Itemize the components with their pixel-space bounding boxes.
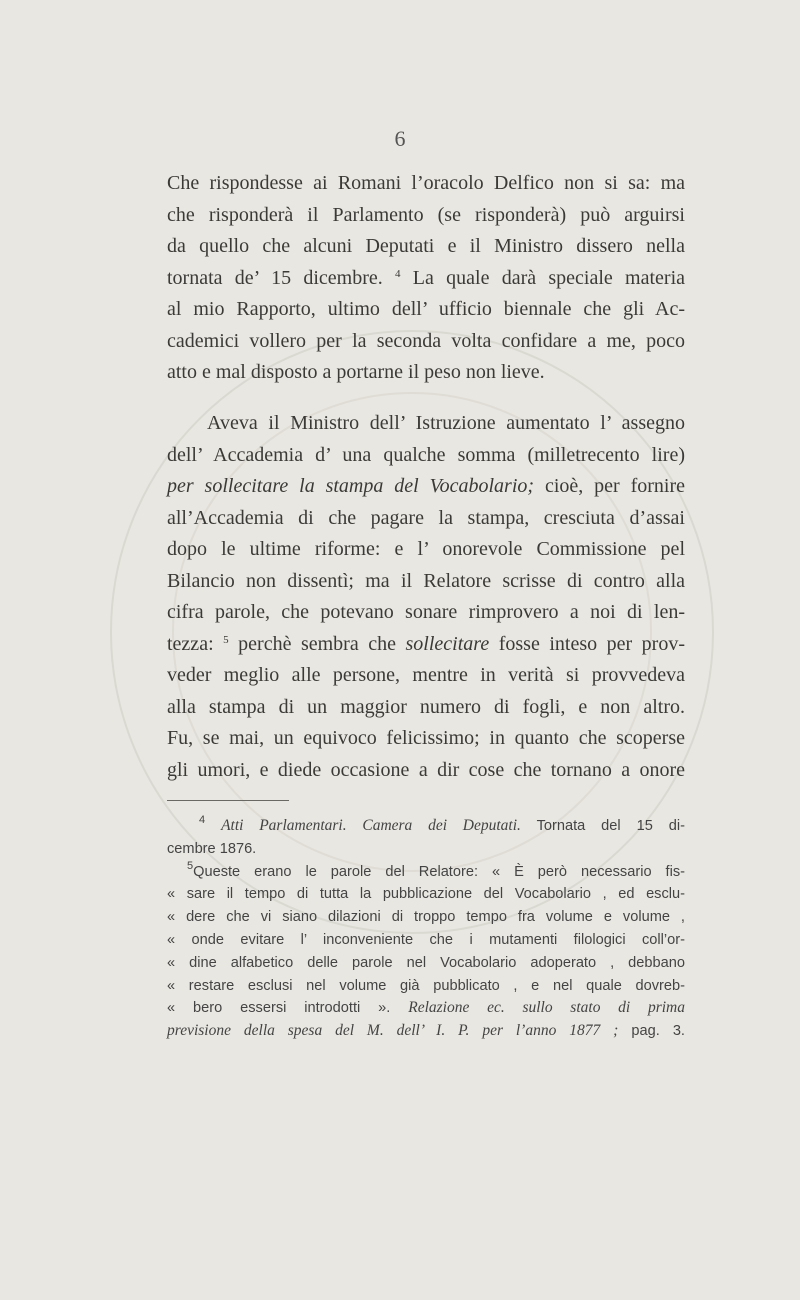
text-line: Fu, se mai, un equivoco felicissimo; in quanto che scoperse	[167, 727, 685, 749]
footnote-divider	[167, 800, 289, 801]
text-line: Bilancio non dissentì; ma il Relatore scrisse di contro alla	[167, 569, 685, 592]
text-line: che risponderà il Parlamento (se risponderà) può arguirsi	[167, 203, 685, 226]
italic-segment: Atti Parlamentari. Camera dei Deputati.	[221, 817, 521, 834]
text-line: atto e mal disposto a portarne il peso non lieve.	[167, 361, 545, 383]
text-segment: perchè sembra che	[238, 632, 396, 655]
text-line: all’Accademia di che pagare la stampa, cresciuta d’assai	[167, 506, 685, 529]
text-line: al mio Rapporto, ultimo dell’ ufficio biennale che gli Ac-	[167, 298, 685, 320]
text-line: gli umori, e diede occasione a dir cose che tornano a onore	[167, 758, 685, 781]
text-line: dell’ Accademia d’ una qualche somma (milletrecento lire)	[167, 443, 685, 466]
footnote-5-line	[167, 997, 685, 1020]
text-line: Che rispondesse ai Romani l’oracolo Delfico non si sa: ma	[167, 172, 685, 194]
text-segment: fosse inteso per prov-	[498, 632, 685, 655]
paragraph-2	[167, 408, 685, 786]
footnote-5-line	[167, 1020, 685, 1043]
text-line	[167, 263, 685, 295]
text-segment: pag. 3.	[631, 1023, 685, 1040]
text-segment: cioè, per fornire	[544, 475, 685, 497]
text-segment: « bero essersi introdotti ».	[167, 1000, 391, 1017]
text-segment: Aveva il Ministro dell’ Istruzione aumentato l’ assegno	[207, 412, 685, 434]
footnote-ref: 5	[223, 633, 229, 646]
paragraph-1	[167, 168, 685, 389]
page-number: 6	[394, 126, 406, 151]
italic-segment: per sollecitare la stampa del Vocabolario;	[167, 475, 535, 497]
text-line: cifra parole, che potevano sonare rimprovero a noi di len-	[167, 601, 685, 623]
footnote-5-line: « dere che vi siano dilazioni di troppo tempo fra volume e volume ,	[167, 909, 685, 926]
italic-segment: Relazione ec. sullo stato di prima	[408, 999, 685, 1017]
footnote-5-line	[167, 861, 685, 884]
text-line: dopo le ultime riforme: e l’ onorevole Commissione pel	[167, 538, 685, 560]
text-line: alla stampa di un maggior numero di fogli, e non altro.	[167, 695, 685, 718]
text-line: cademici vollero per la seconda volta confidare a me, poco	[167, 329, 685, 352]
text-segment: Queste erano le parole del Relatore: « È però necessario fis-	[193, 863, 685, 880]
text-segment: La quale darà speciale materia	[412, 266, 686, 289]
text-line: da quello che alcuni Deputati e il Ministro dissero nella	[167, 235, 685, 257]
footnote-4-line	[167, 815, 685, 838]
italic-segment: sollecitare	[405, 632, 490, 655]
text-line	[167, 408, 685, 440]
footnote-5-line: « sare il tempo di tutta la pubblicazione del Vocabolario , ed esclu-	[167, 886, 685, 903]
footnotes	[167, 815, 685, 1043]
footnote-5-line: « onde evitare l’ inconveniente che i mutamenti filologici coll’or-	[167, 931, 685, 948]
text-segment: tornata de’ 15 dicembre.	[167, 266, 383, 289]
footnote-mark: 5	[187, 859, 194, 872]
footnote-ref: 4	[395, 267, 401, 280]
footnote-5-line: « dine alfabetico delle parole nel Vocabolario adoperato , debbano	[167, 954, 685, 971]
text-line	[167, 471, 685, 503]
text-segment: Tornata del 15 di-	[536, 818, 685, 834]
text-line: veder meglio alle persone, mentre in verità si provvedeva	[167, 664, 685, 686]
footnote-4-line: cembre 1876.	[167, 840, 257, 857]
footnote-5-line: « restare esclusi nel volume già pubblicato , e nel quale dovreb-	[167, 977, 685, 994]
footnote-mark: 4	[199, 814, 206, 826]
italic-segment: previsione della spesa del M. dell’ I. P. per l’anno 1877 ;	[167, 1022, 619, 1040]
text-segment: tezza:	[167, 632, 214, 655]
text-line	[167, 629, 685, 661]
